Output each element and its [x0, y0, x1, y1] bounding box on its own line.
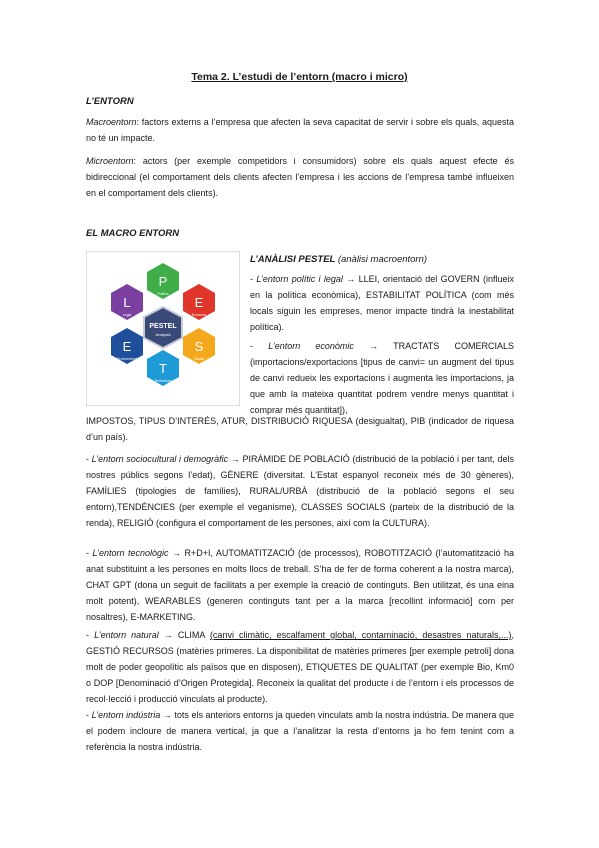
politic-paragraph: - L’entorn polític i legal → LLEI, orientació del GOVERN (influeix en la política econòmica), ESTABILITAT POLÍTICA (com més locals siguin les empreses, menor impacte tindrà la inestabilitat política).: [250, 274, 514, 332]
pestel-center-sub: Analysis: [155, 332, 171, 337]
section-heading-entorn: L’ENTORN: [86, 96, 134, 107]
economic-paragraph-b: IMPOSTOS, TIPUS D’INTERÉS, ATUR, DISTRIBUCIÓ RIQUESA (desigualtat), PIB (indicador de riquesa d’un país).: [86, 416, 514, 442]
section-heading-macro: EL MACRO ENTORN: [86, 228, 180, 239]
pestel-label-politics: Politics: [157, 292, 169, 296]
microentorn-paragraph: [86, 153, 514, 201]
macroentorn-definition: : factors externs a l’empresa que afecten la seva capacitat de servir i sobre els quals, aquesta no té un impacte.: [86, 117, 514, 143]
politic-text: LLEI, orientació del GOVERN (influeix en la política econòmica), ESTABILITAT POLÍTICA (com més locals siguin les empreses, menor impacte tindrà la inestabilitat política).: [250, 274, 514, 332]
pestel-label-environment: Environment: [117, 357, 137, 361]
pestel-letter-l: L: [123, 295, 131, 310]
pestel-diagram-image: [86, 251, 240, 406]
pestel-letter-e1: E: [194, 295, 204, 310]
macroentorn-paragraph: [86, 114, 514, 146]
pestel-label-technology: Technology: [154, 379, 172, 383]
sociocultural-paragraph: - L’entorn sociocultural i demogràfic → PIRÀMIDE DE POBLACIÓ (distribució de la població i per tant, dels nostres públics segons l’edat), GÈNERE (diversitat. L’Estat espanyol reconeix més de 30 gèneres), FAMÍLIES (tipologies de famílies), RURAL/URBÀ (distribució de la població segons el seu entorn),TENDÈNCIES (per exemple el veganisme), CLASSES SOCIALS (parteix de la distribució de la renda), RELIGIÓ (configura el comportament de les persones, així com la CULTURA).: [86, 454, 514, 528]
pestel-label-social: Social: [194, 357, 204, 361]
industria-text: tots els anteriors entorns ja queden vinculats amb la nostra indústria. De manera que el podem incloure de manera vertical, ja que a l’analitzar la resta d’entorns ja ho fem tenint com a referència la nostra indústria.: [86, 710, 515, 752]
pestel-heading-subtitle: (anàlisi macroentorn): [337, 254, 428, 265]
pestel-letter-p: P: [158, 274, 168, 289]
natural-paragraph: - L’entorn natural → CLIMA (canvi climàtic, escalfament global, contaminació, desastres naturals,...), GESTIÓ RECURSOS (matèries primeres. La disponibilitat de matèries primeres [per exemple petroli] dona molt de poder geopolític als països que en disposen), ETIQUETES DE QUALITAT (per exemple Bio, Km0 o DOP [Denominació d’Origen Protegida]. Reconeix la qualitat del producte i de l’entorn i els processos de recol·lecció i producció vinculats al producte).: [86, 630, 514, 704]
microentorn-definition: : actors (per exemple competidors i consumidors) sobre els quals aquest efecte és bidireccional (el comportament dels clients afecten l’empresa i les accions de l’empresa també influeixen en el comportament dels clients).: [86, 156, 514, 198]
natural-clima: CLIMA: [177, 630, 205, 640]
economic-paragraph-a: - L’entorn econòmic → TRACTATS COMERCIALS (importacions/exportacions [tipus de canvi= un augment del tipus de canvi redueix les exportacions i augmenta les importacions, ja que amb la mateixa quantitat podrem vendre menys quantitat i comprar més quantitat]),: [250, 341, 515, 415]
pestel-center-label: PESTEL: [149, 323, 177, 330]
sociocultural-term: L’entorn sociocultural i demogràfic: [91, 454, 229, 464]
politic-term: L’entorn polític i legal: [256, 274, 343, 284]
microentorn-term: Microentorn: [86, 156, 134, 166]
tecnologic-paragraph: - L’entorn tecnològic → R+D+I, AUTOMATITZACIÓ (de processos), ROBOTITZACIÓ (l’automatització ha anat substituint a les persones en molts llocs de treball. S’ha de fer de forma coherent a la nostra marca), CHAT GPT (dona un seguit de facilitats a per exemple la creació de continguts. Ben utilitzat, és una eina molt potent), WEARABLES (generen continguts tant per a la marca [recollint informació] com per nosaltres), E-MARKETING.: [86, 548, 514, 622]
page-title: Tema 2. L’estudi de l’entorn (macro i micro): [191, 71, 408, 83]
natural-term: L’entorn natural: [94, 630, 159, 640]
economic-term: L’entorn econòmic: [268, 341, 354, 351]
natural-underlined: (canvi climàtic, escalfament global, contaminació, desastres naturals,...): [209, 630, 512, 640]
economic-text-a: TRACTATS COMERCIALS (importacions/exportacions [tipus de canvi= un augment del tipus de canvi redueix les exportacions i augmenta les importacions, ja que amb la mateixa quantitat podrem vendre menys quantitat i comprar més quantitat]),: [250, 341, 515, 415]
macroentorn-term: Macroentorn: [86, 117, 137, 127]
tecnologic-term: L’entorn tecnològic: [92, 548, 169, 558]
industria-paragraph: - L’entorn indústria → tots els anteriors entorns ja queden vinculats amb la nostra indústria. De manera que el podem incloure de manera vertical, ja que a l’analitzar la resta d’entorns ja ho fem tenint com a referència la nostra indústria.: [86, 710, 515, 752]
pestel-letter-s: S: [194, 339, 204, 354]
pestel-letter-t: T: [159, 361, 167, 376]
tecnologic-text: R+D+I, AUTOMATITZACIÓ (de processos), ROBOTITZACIÓ (l’automatització ha anat substituint a les persones en molts llocs de treball. S’ha de fer de forma coherent a la nostra marca), CHAT GPT (dona un seguit de facilitats a per exemple la creació de continguts. Ben utilitzat, és una eina molt potent), WEARABLES (generen continguts tant per a la marca [recollint informació] com per nosaltres), E-MARKETING.: [86, 548, 514, 622]
natural-text: , GESTIÓ RECURSOS (matèries primeres. La disponibilitat de matèries primeres [per exemple petroli] dona molt de poder geopolític als països que en disposen), ETIQUETES DE QUALITAT (per exemple Bio, Km0 o DOP [Denominació d’Origen Protegida]. Reconeix la qualitat del producte i de l’entorn i els processos de recol·lecció i producció vinculats al producte).: [86, 630, 514, 704]
pestel-label-legal: Legal: [122, 313, 132, 317]
industria-term: L’entorn indústria: [91, 710, 161, 720]
sociocultural-text: PIRÀMIDE DE POBLACIÓ (distribució de la població i per tant, dels nostres públics segons l’edat), GÈNERE (diversitat. L’Estat espanyol reconeix més de 30 gèneres), FAMÍLIES (tipologies de famílies), RURAL/URBÀ (distribució de la població segons el seu entorn),TENDÈNCIES (per exemple el veganisme), CLASSES SOCIALS (parteix de la distribució de la renda), RELIGIÓ (configura el comportament de les persones, així com la CULTURA).: [86, 454, 514, 528]
pestel-heading: [250, 252, 514, 268]
pestel-letter-e2: E: [122, 339, 132, 354]
pestel-label-economy: Economy: [191, 313, 207, 317]
pestel-heading-title: L’ANÀLISI PESTEL: [250, 254, 336, 265]
